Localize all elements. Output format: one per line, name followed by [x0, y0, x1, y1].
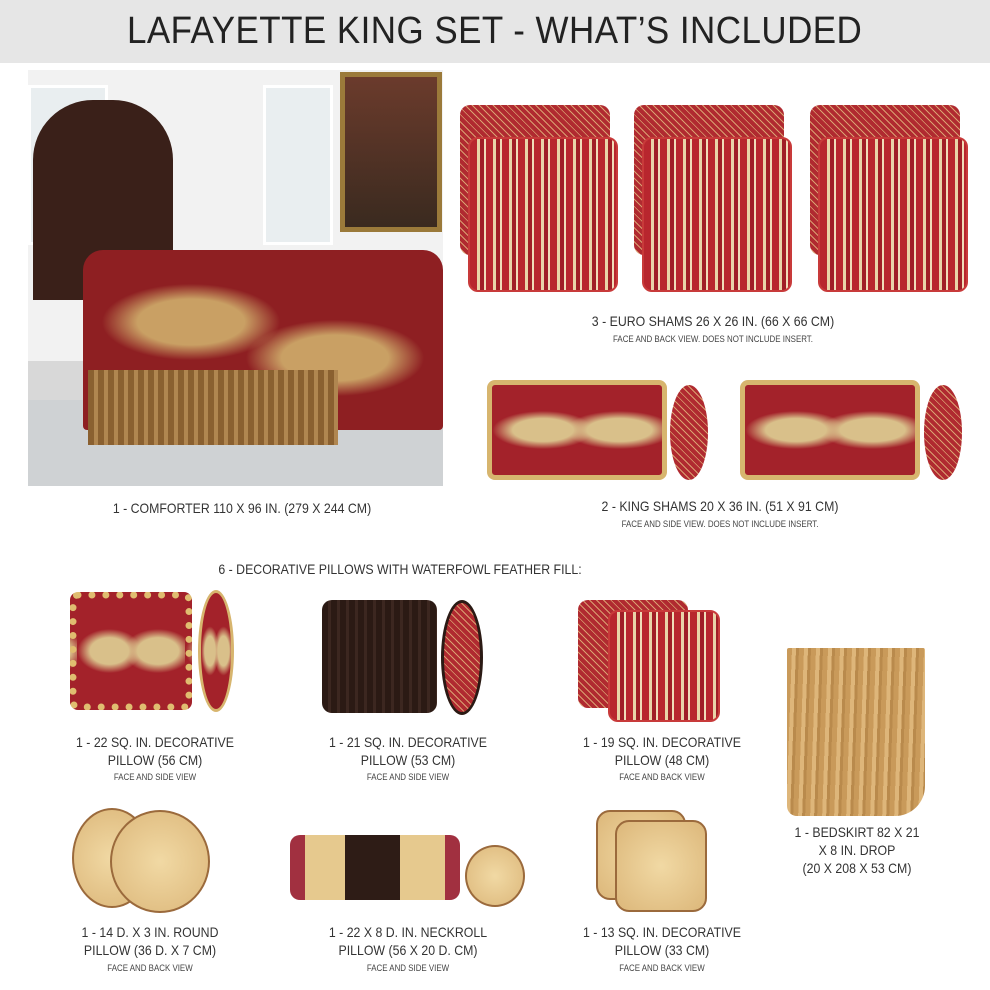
neckroll-caption: [311, 923, 505, 959]
caption-line: PILLOW (56 X 20 D. CM): [338, 942, 478, 958]
bedskirt: [88, 370, 338, 445]
neckroll-note: FACE AND SIDE VIEW: [366, 963, 450, 973]
neckroll-pillow: [290, 835, 460, 900]
euro-shams-caption: 3 - EURO SHAMS 26 X 26 IN. (66 X 66 CM): [591, 313, 835, 329]
pillow-22-note: FACE AND SIDE VIEW: [113, 772, 197, 782]
round-pillow-face: [110, 810, 210, 913]
caption-line: 1 - 22 X 8 D. IN. NECKROLL: [328, 924, 488, 940]
pillow-21-side: [441, 600, 483, 715]
caption-line: PILLOW (56 CM): [107, 752, 203, 768]
painting: [340, 72, 442, 232]
king-shams-caption: 2 - KING SHAMS 20 X 36 IN. (51 X 91 CM): [601, 498, 839, 514]
round-pillow-note: FACE AND BACK VIEW: [107, 963, 193, 973]
pillow-21-caption: [320, 733, 496, 769]
caption-line: 1 - 13 SQ. IN. DECORATIVE: [583, 924, 741, 940]
pillow-22-side: [198, 590, 234, 712]
comforter-caption: 1 - COMFORTER 110 X 96 IN. (279 X 244 CM): [112, 500, 372, 516]
caption-line: PILLOW (36 D. X 7 CM): [83, 942, 217, 958]
caption-line: 1 - 22 SQ. IN. DECORATIVE: [76, 734, 234, 750]
king-sham-2-face: [740, 380, 920, 480]
euro-shams-note: FACE AND BACK VIEW. DOES NOT INCLUDE INSERT.: [613, 334, 813, 344]
round-pillow-caption: [53, 923, 247, 959]
pillow-13-caption: [565, 923, 759, 959]
caption-line: PILLOW (33 CM): [614, 942, 710, 958]
pillow-19-face: [608, 610, 720, 722]
king-sham-2-side: [924, 385, 962, 480]
euro-sham-2: [634, 105, 794, 295]
caption-line: (20 X 208 X 53 CM): [802, 860, 912, 876]
pillow-19-note: FACE AND BACK VIEW: [619, 772, 705, 782]
pillow-19-caption: [574, 733, 750, 769]
caption-line: 1 - 19 SQ. IN. DECORATIVE: [583, 734, 741, 750]
window: [263, 85, 333, 245]
caption-line: 1 - BEDSKIRT 82 X 21: [794, 824, 920, 840]
bedskirt-caption: [769, 823, 945, 877]
pillow-22-face: [70, 592, 192, 710]
king-shams-note: FACE AND SIDE VIEW. DOES NOT INCLUDE INSERT.: [621, 519, 819, 529]
pillow-13-note: FACE AND BACK VIEW: [619, 963, 705, 973]
pillow-21-note: FACE AND SIDE VIEW: [366, 772, 450, 782]
caption-line: PILLOW (48 CM): [614, 752, 710, 768]
pillow-21-face: [322, 600, 437, 713]
decorative-heading: 6 - DECORATIVE PILLOWS WITH WATERFOWL FEATHER FILL:: [218, 561, 582, 577]
king-sham-1-face: [487, 380, 667, 480]
euro-sham-1: [460, 105, 620, 295]
caption-line: PILLOW (53 CM): [360, 752, 456, 768]
pillow-13-face: [615, 820, 707, 912]
caption-line: 1 - 14 D. X 3 IN. ROUND: [81, 924, 219, 940]
page-title: LAFAYETTE KING SET - WHAT’S INCLUDED: [127, 10, 863, 52]
caption-line: 1 - 21 SQ. IN. DECORATIVE: [329, 734, 487, 750]
caption-line: X 8 IN. DROP: [818, 842, 896, 858]
bedroom-photo: [28, 70, 443, 486]
euro-sham-3: [810, 105, 970, 295]
neckroll-side: [465, 845, 525, 907]
page-header: [0, 0, 990, 63]
king-sham-1-side: [670, 385, 708, 480]
bedskirt-swatch: [787, 648, 925, 816]
pillow-22-caption: [67, 733, 243, 769]
